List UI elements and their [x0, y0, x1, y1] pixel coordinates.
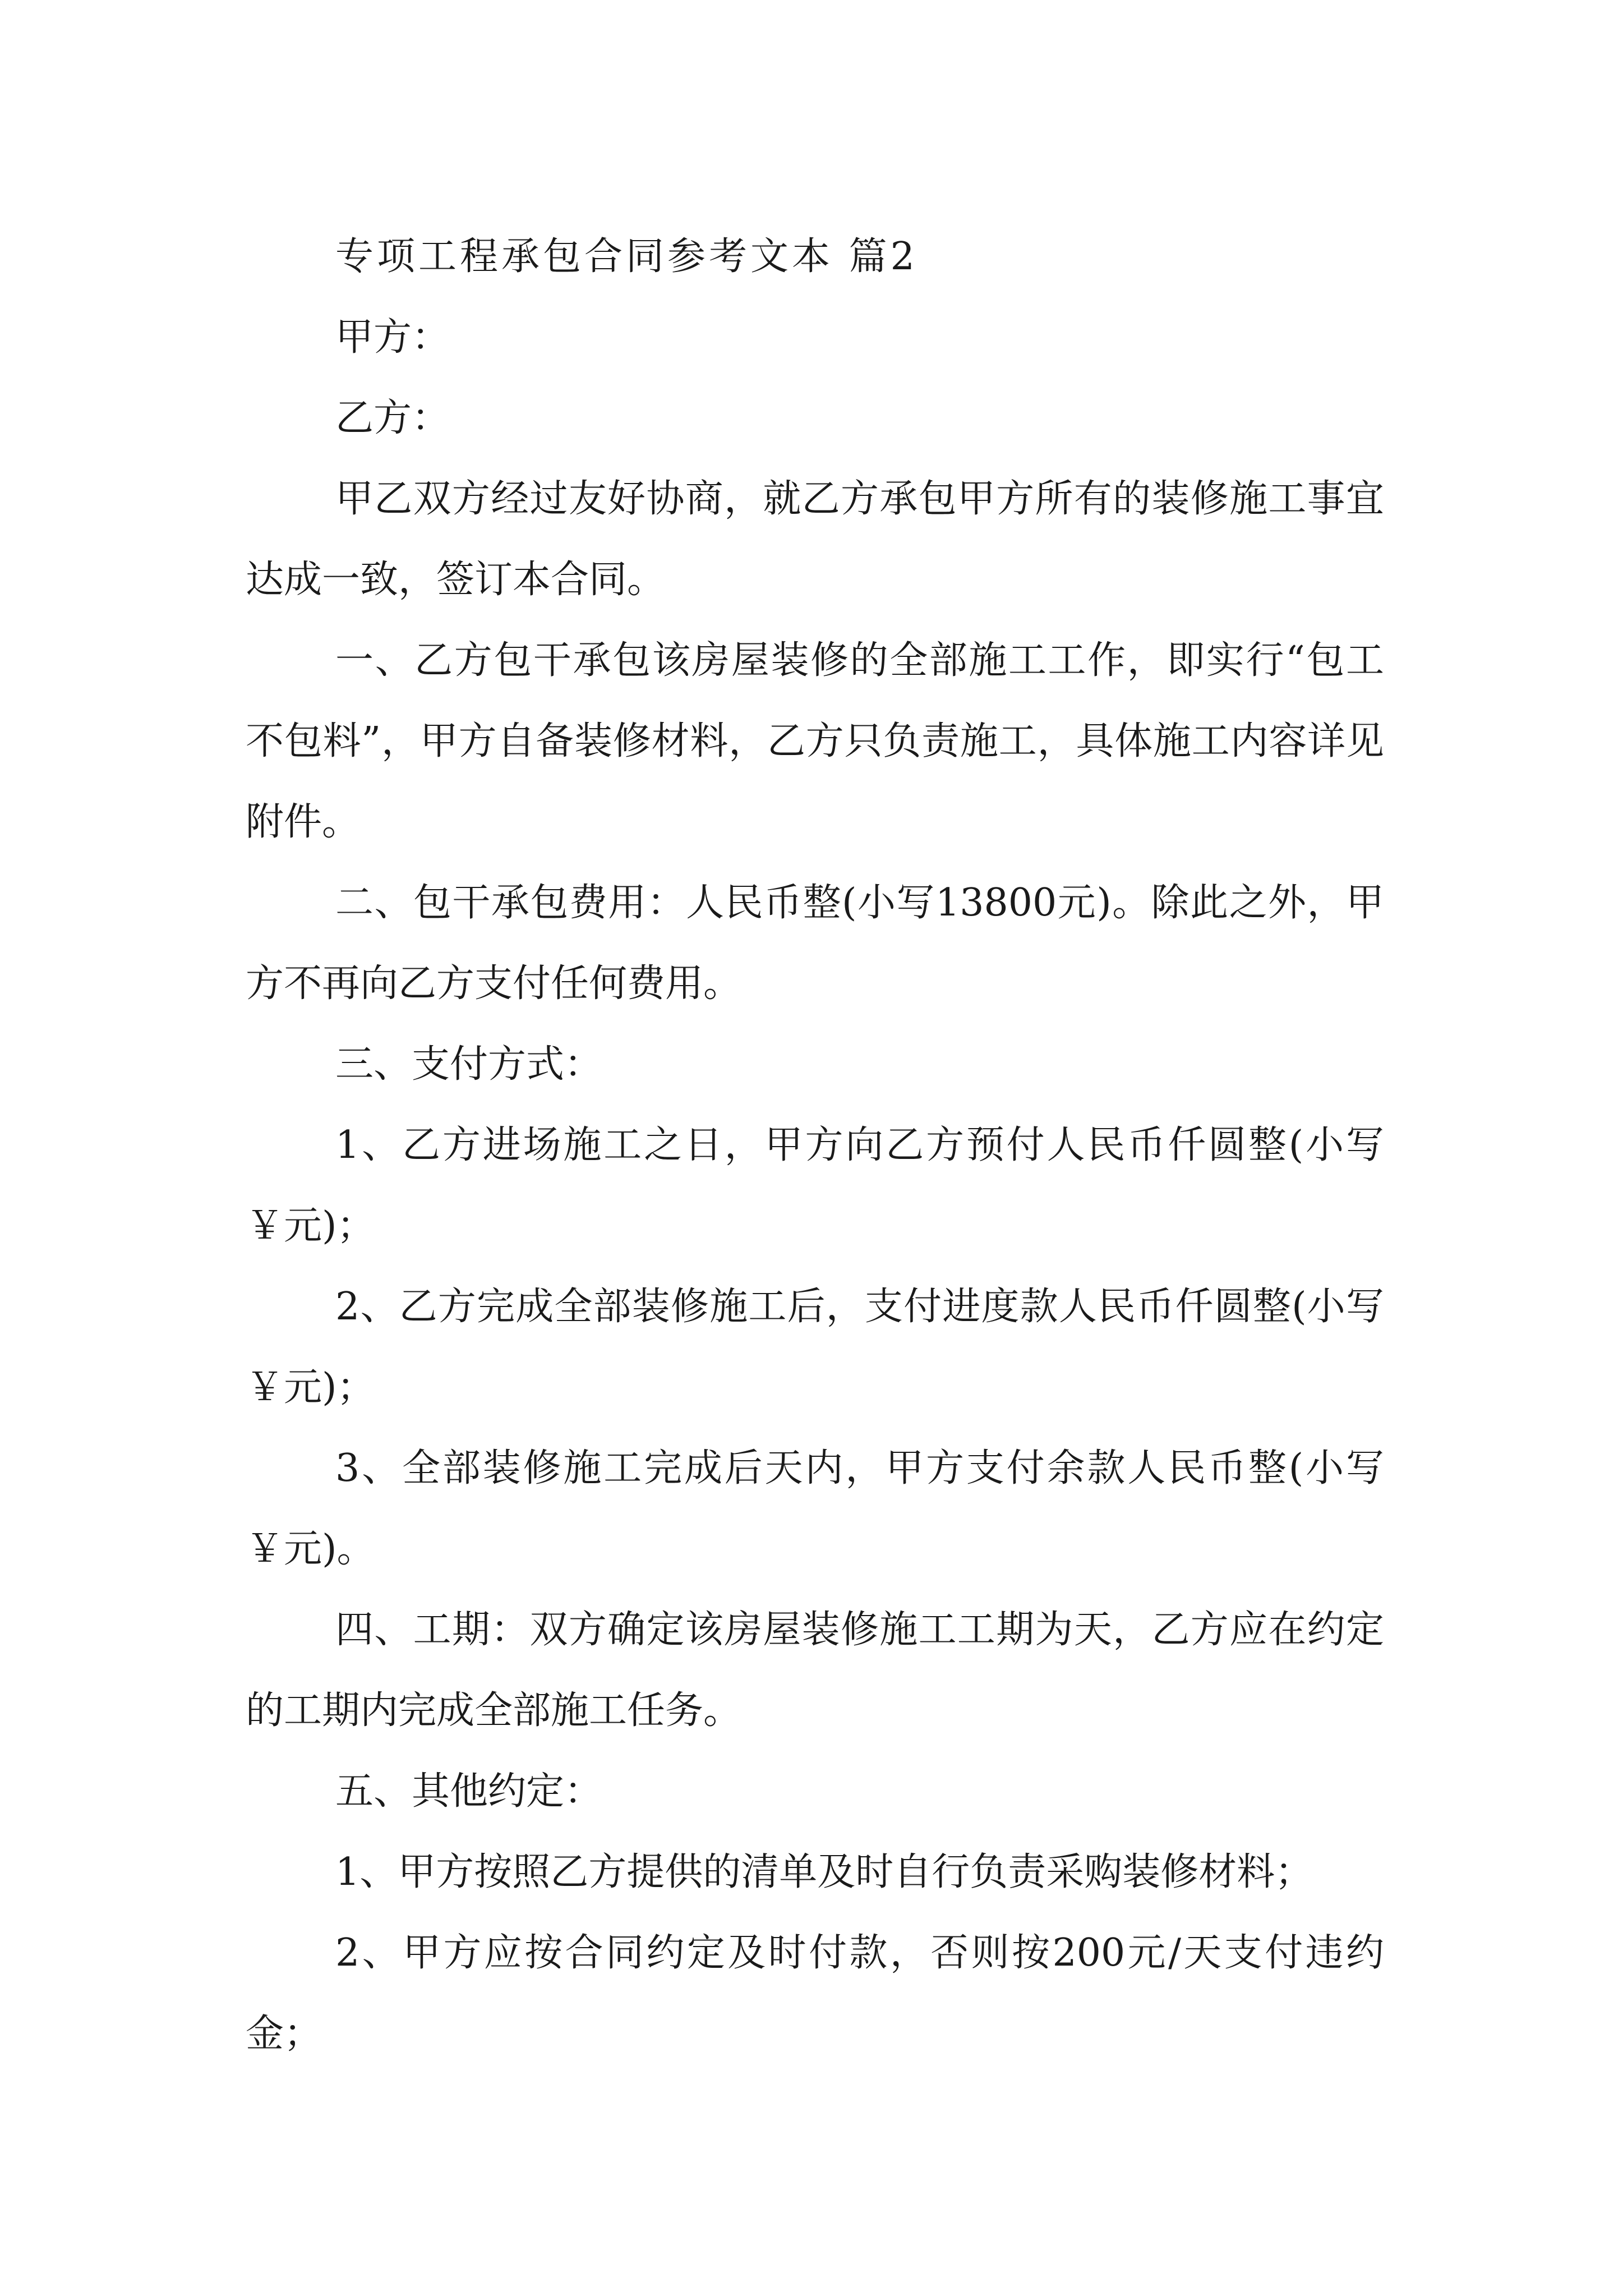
document-body — [246, 217, 1384, 2074]
clause-3-item-2: 2、乙方完成全部装修施工后，支付进度款人民币仟圆整(小写￥元)； — [246, 1285, 1384, 1410]
clause-5-item-2: 2、甲方应按合同约定及时付款，否则按200元/天支付违约金； — [246, 1931, 1384, 2056]
party-b-line: 乙方： — [335, 396, 450, 440]
clause-4-paragraph: 四、工期：双方确定该房屋装修施工工期为天，乙方应在约定的工期内完成全部施工任务。 — [246, 1608, 1384, 1733]
preamble-paragraph: 甲乙双方经过友好协商，就乙方承包甲方所有的装修施工事宜达成一致，签订本合同。 — [246, 477, 1384, 602]
clause-3-item-1: 1、乙方进场施工之日，甲方向乙方预付人民币仟圆整(小写￥元)； — [246, 1123, 1384, 1248]
clause-2-paragraph: 二、包干承包费用：人民币整(小写13800元)。除此之外，甲方不再向乙方支付任何费用。 — [246, 881, 1384, 1006]
document-title: 专项工程承包合同参考文本 篇2 — [335, 234, 918, 279]
clause-5-heading: 五、其他约定： — [335, 1769, 603, 1814]
clause-5-item-1: 1、甲方按照乙方提供的清单及时自行负责采购装修材料； — [335, 1850, 1313, 1894]
clause-3-item-3: 3、全部装修施工完成后天内，甲方支付余款人民币整(小写￥元)。 — [246, 1446, 1384, 1571]
clause-1-paragraph: 一、乙方包干承包该房屋装修的全部施工工作，即实行“包工不包料”，甲方自备装修材料，乙方只负责施工，具体施工内容详见附件。 — [246, 638, 1384, 844]
party-a-line: 甲方： — [335, 315, 450, 360]
clause-3-heading: 三、支付方式： — [335, 1042, 603, 1087]
